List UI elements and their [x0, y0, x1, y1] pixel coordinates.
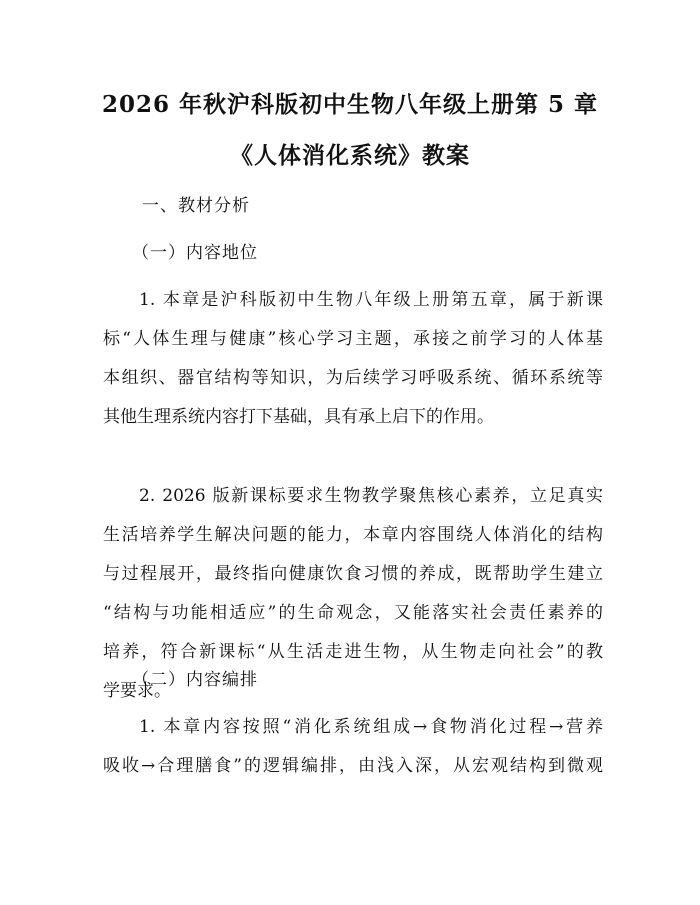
- document-title-line-2: 《人体消化系统》教案: [230, 142, 470, 169]
- paragraph-content-arrangement-1: [103, 708, 603, 786]
- document-title-line-1: 2026 年秋沪科版初中生物八年级上册第 5 章: [101, 91, 599, 118]
- paragraph-line: 其他生理系统内容打下基础，具有承上启下的作用。: [103, 407, 494, 427]
- paragraph-line: 2. 2026 版新课标要求生物教学聚焦核心素养，立足真实: [139, 486, 603, 506]
- section-heading-textbook-analysis: 一、教材分析: [142, 196, 250, 216]
- paragraph-line: 1. 本章内容按照“消化系统组成→食物消化过程→营养: [139, 717, 603, 737]
- paragraph-line: 培养，符合新课标“从生活走进生物，从生物走向社会”的教: [103, 642, 603, 662]
- paragraph-line: 生活培养学生解决问题的能力，本章内容围绕人体消化的结构: [103, 525, 603, 545]
- paragraph-line: 本组织、器官结构等知识，为后续学习呼吸系统、循环系统等: [103, 368, 603, 388]
- paragraph-line: 吸收→合理膳食”的逻辑编排，由浅入深，从宏观结构到微观: [103, 756, 603, 776]
- subsection-heading-content-arrangement: （二）内容编排: [132, 670, 258, 690]
- paragraph-content-position-1: [103, 281, 603, 437]
- paragraph-line: 标“人体生理与健康”核心学习主题，承接之前学习的人体基: [103, 329, 603, 349]
- subsection-heading-content-position: （一）内容地位: [132, 243, 258, 263]
- paragraph-line: “结构与功能相适应”的生命观念，又能落实社会责任素养的: [103, 603, 603, 623]
- paragraph-line: 与过程展开，最终指向健康饮食习惯的养成，既帮助学生建立: [103, 564, 603, 584]
- paragraph-line: 学要求。: [103, 681, 171, 701]
- paragraph-line: 1. 本章是沪科版初中生物八年级上册第五章，属于新课: [139, 290, 603, 310]
